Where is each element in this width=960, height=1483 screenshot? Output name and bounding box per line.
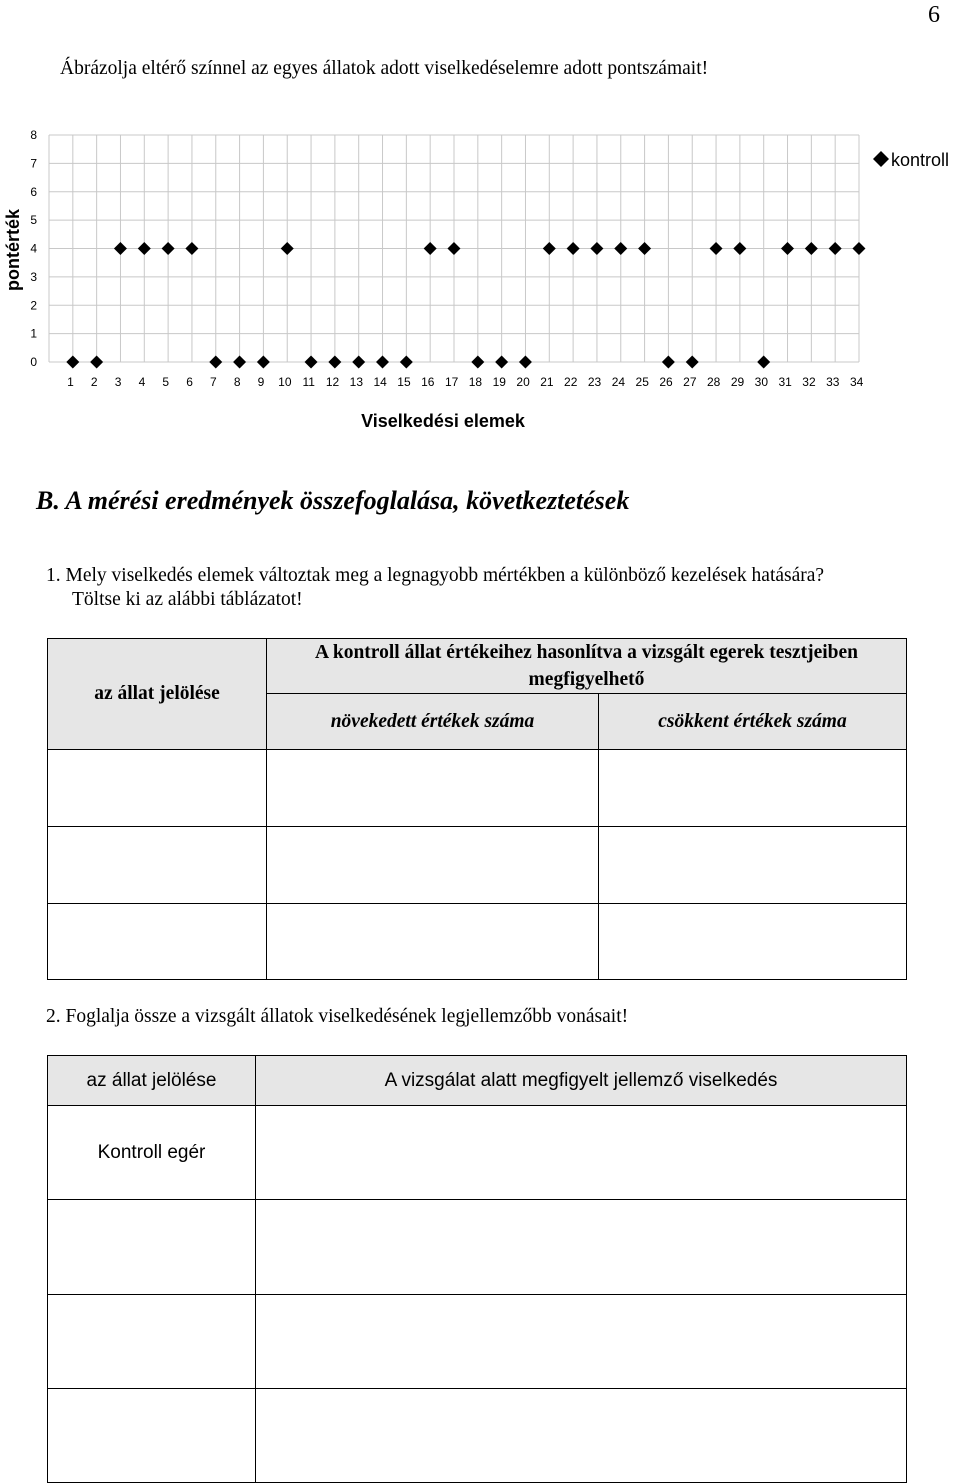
x-tick-label: 29 — [730, 375, 745, 389]
x-tick-label: 13 — [349, 375, 364, 389]
x-tick-label: 21 — [540, 375, 554, 389]
data-point-diamond — [447, 242, 460, 255]
data-point-diamond — [519, 356, 532, 369]
data-point-diamond — [233, 356, 246, 369]
x-tick-label: 2 — [90, 375, 98, 389]
data-point-diamond — [829, 242, 842, 255]
y-tick-label: 3 — [30, 269, 37, 284]
animal-cell[interactable] — [48, 1200, 256, 1295]
data-point-diamond — [543, 242, 556, 255]
y-tick-label: 5 — [30, 213, 37, 228]
table-row — [48, 904, 907, 980]
table-row — [48, 1106, 907, 1200]
x-tick-label: 4 — [138, 375, 146, 389]
data-point-diamond — [686, 356, 699, 369]
x-tick-label: 32 — [802, 375, 816, 389]
data-point-diamond — [590, 242, 603, 255]
data-point-diamond — [733, 242, 746, 255]
x-tick-label: 9 — [257, 375, 265, 389]
x-axis-title: Viselkedési elemek — [361, 411, 525, 431]
chart-legend — [873, 150, 949, 170]
y-tick-label: 7 — [30, 156, 37, 171]
y-tick-label: 6 — [30, 184, 37, 199]
animal-cell[interactable] — [48, 1295, 256, 1389]
x-tick-label: 3 — [114, 375, 122, 389]
page-number: 6 — [928, 2, 940, 28]
x-tick-label: 28 — [706, 375, 721, 389]
comparison-table — [47, 638, 907, 980]
x-tick-label: 1 — [67, 375, 74, 389]
behavior-table — [47, 1055, 907, 1483]
y-tick-label: 4 — [30, 241, 37, 256]
data-point-diamond — [281, 242, 294, 255]
data-point-diamond — [328, 356, 341, 369]
x-tick-label: 8 — [233, 375, 241, 389]
animal-input-cell[interactable] — [48, 750, 267, 827]
data-point-diamond — [757, 356, 770, 369]
x-tick-label: 20 — [516, 375, 530, 389]
x-tick-label: 34 — [849, 375, 864, 389]
legend-label: kontroll — [891, 150, 950, 170]
data-point-diamond — [781, 242, 794, 255]
data-point-diamond — [852, 242, 865, 255]
y-tick-label: 0 — [30, 355, 37, 369]
x-tick-label: 7 — [210, 375, 217, 389]
data-point-diamond — [352, 356, 365, 369]
x-tick-label: 17 — [444, 375, 459, 389]
legend-marker-diamond — [873, 151, 889, 167]
x-tick-label: 15 — [397, 375, 411, 389]
x-tick-label: 5 — [162, 375, 170, 389]
x-tick-label: 26 — [659, 375, 673, 389]
data-point-diamond — [424, 242, 437, 255]
col-header-decreased: csökkent értékek száma — [599, 694, 907, 750]
instruction-text: Ábrázolja eltérő színnel az egyes állatok adott viselkedéselemre adott pontszámait! — [60, 58, 709, 79]
decreased-input-cell[interactable] — [599, 827, 907, 904]
x-tick-label: 22 — [564, 375, 578, 389]
scatter-chart — [0, 120, 960, 440]
x-tick-label: 33 — [826, 375, 840, 389]
data-point-diamond — [662, 356, 675, 369]
table-row — [48, 827, 907, 904]
data-point-diamond — [471, 356, 484, 369]
table-row — [48, 1200, 907, 1295]
data-point-diamond — [305, 356, 318, 369]
x-tick-label: 27 — [683, 375, 697, 389]
x-tick-label: 23 — [587, 375, 602, 389]
data-point-diamond — [162, 242, 175, 255]
data-point-diamond — [185, 242, 198, 255]
data-point-diamond — [495, 356, 508, 369]
data-point-diamond — [138, 242, 151, 255]
data-point-diamond — [376, 356, 389, 369]
behavior-input-cell[interactable] — [256, 1106, 907, 1200]
data-point-diamond — [90, 356, 103, 369]
col-header-behavior: A vizsgálat alatt megfigyelt jellemző viselkedés — [256, 1056, 907, 1106]
x-tick-label: 6 — [186, 375, 193, 389]
behavior-input-cell[interactable] — [256, 1200, 907, 1295]
behavior-input-cell[interactable] — [256, 1295, 907, 1389]
x-tick-label: 18 — [468, 375, 483, 389]
question-1-line-1: 1. Mely viselkedés elemek változtak meg a legnagyobb mértékben a különböző kezelések hatására? — [46, 565, 825, 586]
x-tick-label: 10 — [278, 375, 292, 389]
col-header-animal: az állat jelölése — [48, 639, 267, 750]
data-point-diamond — [66, 356, 79, 369]
table-row — [48, 1295, 907, 1389]
animal-input-cell[interactable] — [48, 827, 267, 904]
animal-cell[interactable] — [48, 1389, 256, 1483]
x-tick-label: 11 — [302, 375, 315, 389]
animal-cell: Kontroll egér — [48, 1106, 256, 1200]
col-header-animal: az állat jelölése — [48, 1056, 256, 1106]
data-point-diamond — [710, 242, 723, 255]
section-title: B. A mérési eredmények összefoglalása, következtetések — [36, 486, 630, 515]
increased-input-cell[interactable] — [267, 904, 599, 980]
animal-input-cell[interactable] — [48, 904, 267, 980]
increased-input-cell[interactable] — [267, 827, 599, 904]
data-point-diamond — [209, 356, 222, 369]
table-row — [48, 1389, 907, 1483]
x-tick-label: 25 — [635, 375, 649, 389]
col-header-group: A kontroll állat értékeihez hasonlítva a vizsgált egerek tesztjeiben megfigyelhető — [267, 639, 907, 694]
x-tick-label: 31 — [778, 375, 792, 389]
y-tick-label: 8 — [30, 128, 37, 142]
question-1 — [46, 564, 824, 612]
data-point-diamond — [638, 242, 651, 255]
data-point-diamond — [567, 242, 580, 255]
data-point-diamond — [257, 356, 270, 369]
x-tick-label: 16 — [421, 375, 435, 389]
data-point-diamond — [400, 356, 413, 369]
y-tick-label: 1 — [30, 326, 37, 341]
y-axis-title: pontérték — [3, 208, 23, 292]
y-tick-label: 2 — [30, 298, 37, 313]
x-tick-label: 12 — [325, 375, 340, 389]
x-tick-label: 30 — [754, 375, 769, 389]
x-tick-label: 24 — [611, 375, 626, 389]
decreased-input-cell[interactable] — [599, 750, 907, 827]
data-point-diamond — [114, 242, 127, 255]
x-tick-label: 19 — [492, 375, 506, 389]
increased-input-cell[interactable] — [267, 750, 599, 827]
x-tick-label: 14 — [373, 375, 387, 389]
y-tick-labels — [30, 128, 37, 369]
decreased-input-cell[interactable] — [599, 904, 907, 980]
question-2: 2. Foglalja össze a vizsgált állatok viselkedésének legjellemzőbb vonásait! — [46, 1006, 629, 1027]
behavior-input-cell[interactable] — [256, 1389, 907, 1483]
col-header-increased: növekedett értékek száma — [267, 694, 599, 750]
data-point-diamond — [805, 242, 818, 255]
table-row — [48, 750, 907, 827]
data-point-diamond — [614, 242, 627, 255]
x-tick-labels — [67, 375, 864, 389]
question-1-line-2: Töltse ki az alábbi táblázatot! — [72, 589, 303, 610]
